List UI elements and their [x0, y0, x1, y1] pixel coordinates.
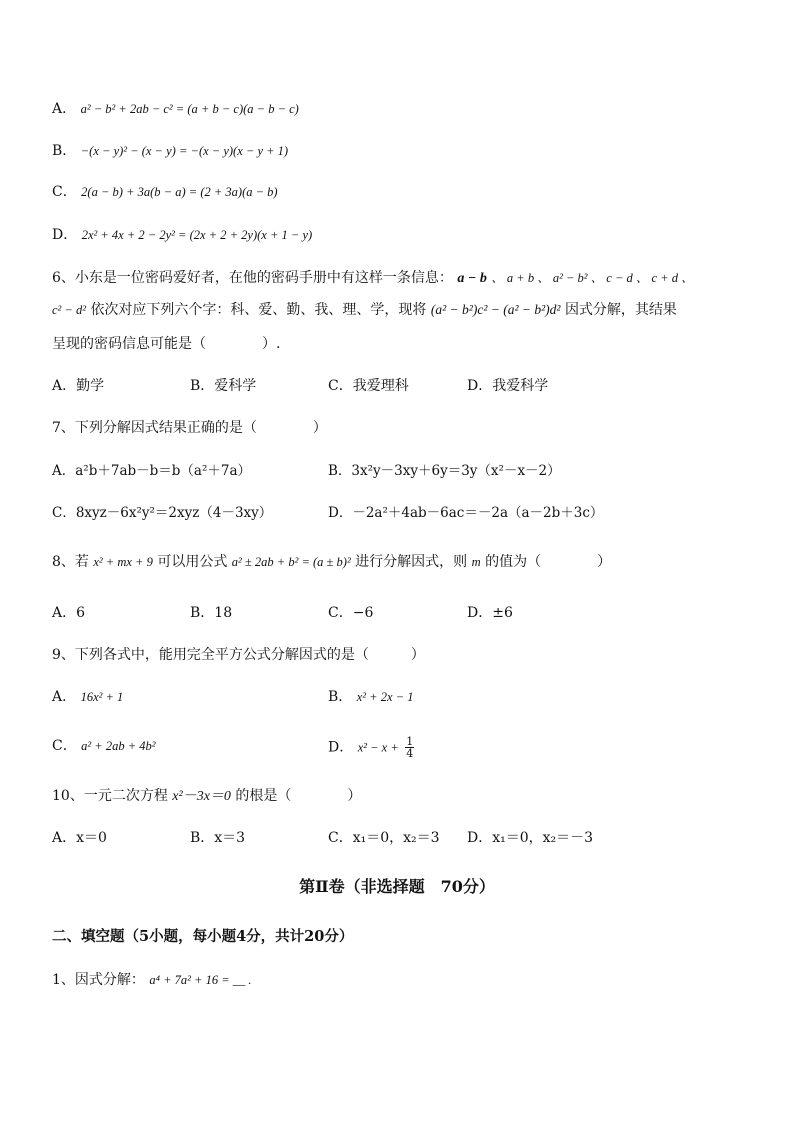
- option-expression: x² − x +: [357, 740, 399, 755]
- option-expression: 16x² + 1: [80, 690, 124, 704]
- q7-option-a: A．a²b＋7ab－b＝b（a²＋7a）: [52, 463, 252, 479]
- q8-text: 进行分解因式，则: [355, 554, 468, 570]
- q8-text: 的值为（ ）: [485, 554, 612, 570]
- q6-text: 6、小东是一位密码爱好者，在他的密码手册中有这样一条信息：: [52, 270, 453, 286]
- option-label: D．: [52, 227, 78, 243]
- q8-option-d: D．±6: [467, 605, 513, 621]
- q6-stem-line3: 呈现的密码信息可能是（ ）.: [52, 336, 281, 352]
- option-label: B．: [52, 143, 77, 159]
- q7-option-b: B．3x²y－3xy＋6y＝3y（x²－x－2）: [328, 463, 561, 479]
- q5-option-d: [52, 225, 312, 245]
- option-label: C．: [52, 738, 77, 754]
- q8-option-b: B．18: [190, 605, 233, 621]
- option-label: D．: [328, 739, 354, 756]
- q6-expr: c² − d²: [52, 303, 86, 317]
- q6-option-b: B．爱科学: [190, 378, 257, 394]
- option-expression: a² + 2ab + 4b²: [81, 739, 156, 753]
- q10-option-a: A．x＝0: [52, 830, 107, 846]
- q10-option-d: D．x₁＝0，x₂＝－3: [467, 830, 594, 846]
- q9-option-d: [328, 736, 414, 759]
- option-label: B．: [328, 689, 353, 705]
- q5-option-c: [52, 182, 278, 202]
- q10-text: 的根是（ ）: [235, 788, 362, 804]
- option-label: A．: [52, 689, 77, 705]
- q8-expr: m: [471, 555, 481, 569]
- q6-expr: (a² − b²)c² − (a² − b²)d²: [430, 302, 561, 317]
- q10-stem: [52, 786, 361, 807]
- q5-option-a: [52, 99, 299, 119]
- q8-text: 可以用公式: [157, 554, 228, 570]
- option-expression: 2x² + 4x + 2 − 2y² = (2x + 2 + 2y)(x + 1 − y): [81, 228, 313, 242]
- option-expression: −(x − y)² − (x − y) = −(x − y)(x − y + 1): [80, 144, 289, 158]
- fraction: [405, 736, 414, 759]
- q8-option-a: A．6: [52, 605, 86, 621]
- q9-option-a: [52, 687, 123, 707]
- fraction-numerator: 1: [406, 735, 414, 748]
- q8-expr: x² + mx + 9: [93, 555, 153, 569]
- q6-option-d: D．我爱科学: [467, 378, 549, 394]
- q6-text: 依次对应下列六个字：科、爱、勤、我、理、学，现将: [90, 302, 427, 318]
- q6-text: 因式分解，其结果: [564, 302, 677, 318]
- q6-stem-line1: [52, 268, 694, 289]
- q9-stem: 9、下列各式中，能用完全平方公式分解因式的是（ ）: [52, 647, 425, 663]
- q10-expr: x²－3x＝0: [172, 789, 231, 804]
- q10-option-b: B．x＝3: [190, 830, 246, 846]
- q6-expr: a − b: [457, 271, 487, 286]
- q8-expr: a² ± 2ab + b² = (a ± b)²: [231, 555, 351, 569]
- q10-text: 10、一元二次方程: [52, 788, 168, 804]
- fraction-denominator: 4: [406, 747, 414, 760]
- q7-option-c: C．8xyz－6x²y²＝2xyz（4－3xy）: [52, 505, 273, 521]
- q5-option-b: [52, 141, 288, 161]
- option-label: A．: [52, 101, 77, 117]
- question-expr: a⁴ + 7a² + 16 = __ .: [149, 973, 252, 987]
- q10-option-c: C．x₁＝0，x₂＝3: [328, 830, 440, 846]
- q6-option-c: C．我爱理科: [328, 378, 409, 394]
- option-expression: x² + 2x − 1: [356, 690, 414, 704]
- option-label: C．: [52, 184, 77, 200]
- q6-option-a: A．勤学: [52, 378, 105, 394]
- fill-question-1: [52, 970, 252, 990]
- q7-option-d: D．－2a²＋4ab－6ac＝－2a（a－2b＋3c）: [328, 505, 604, 521]
- part-two-title: 第Ⅱ卷（非选择题 70分）: [299, 877, 495, 896]
- option-expression: 2(a − b) + 3a(b − a) = (2 + 3a)(a − b): [81, 185, 278, 199]
- q7-stem: 7、下列分解因式结果正确的是（ ）: [52, 420, 327, 436]
- option-expression: a² − b² + 2ab − c² = (a + b − c)(a − b − c): [80, 102, 299, 116]
- q6-expr: 、 a + b 、 a² − b² 、 c − d 、 c + d 、: [491, 271, 694, 285]
- q6-stem-line2: [52, 300, 677, 320]
- q9-option-b: [328, 687, 413, 707]
- question-text: 1、因式分解：: [52, 972, 145, 988]
- q8-option-c: C．−6: [328, 605, 374, 621]
- section-title: 二、填空题（5小题，每小题4分，共计20分）: [52, 928, 354, 945]
- q9-option-c: [52, 736, 156, 756]
- q8-text: 8、若: [52, 554, 89, 570]
- q8-stem: [52, 552, 611, 572]
